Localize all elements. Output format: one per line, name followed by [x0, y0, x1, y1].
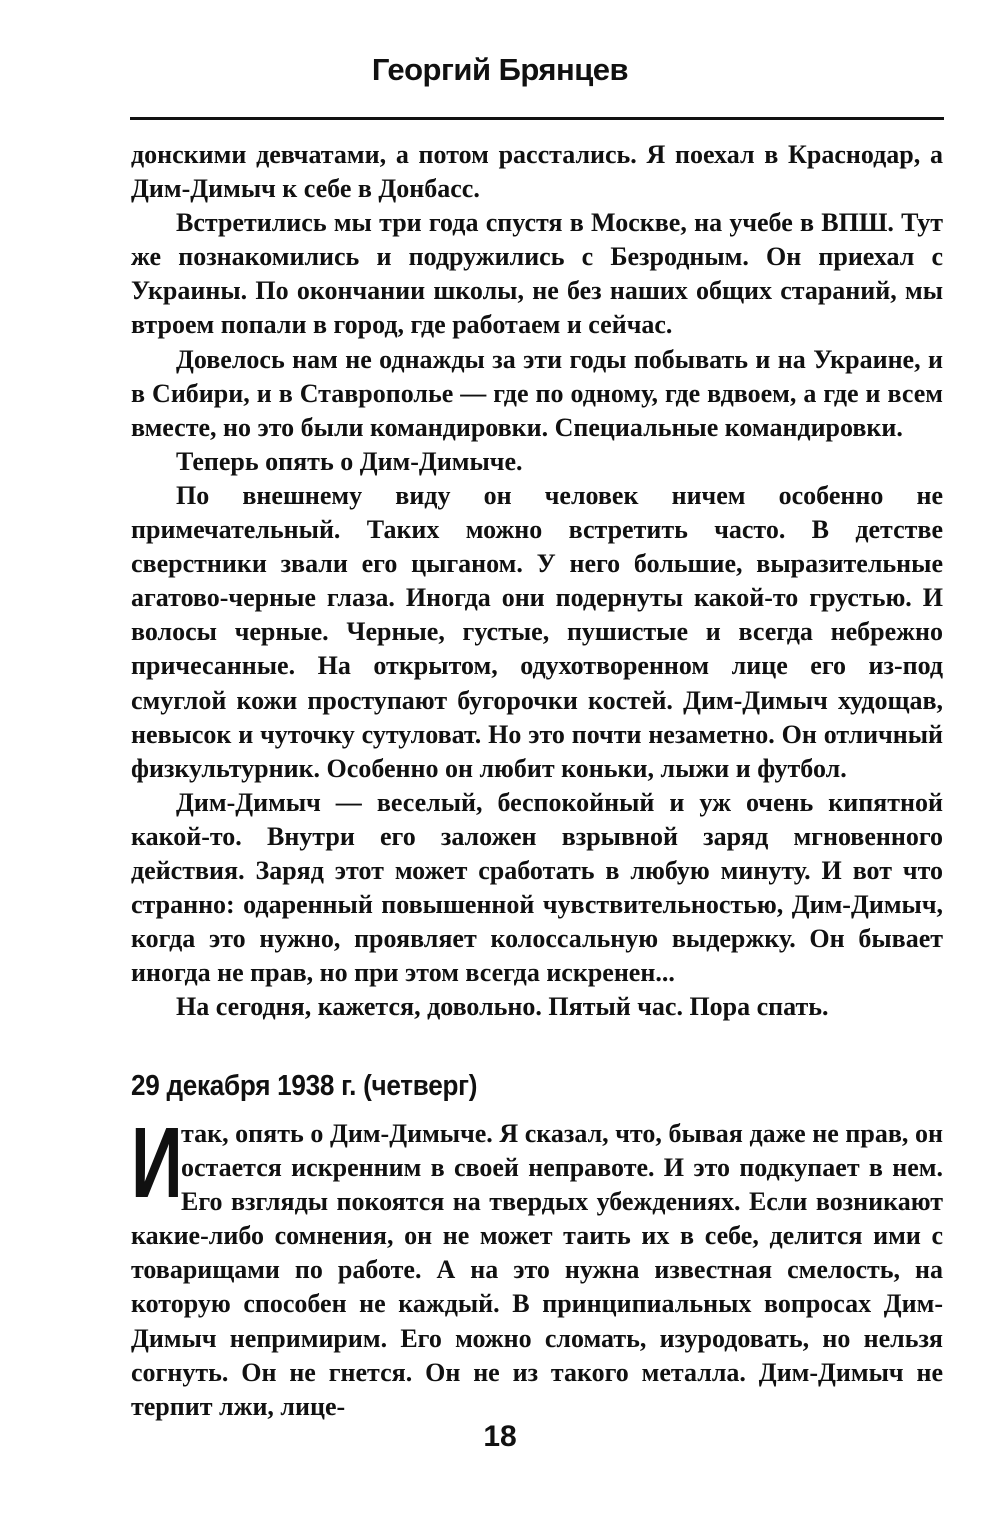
paragraph: Дим-Димыч — веселый, беспокойный и уж очень кипятной какой-то. Внутри его заложен взрывной заряд мгновенного действия. Заряд этот может сработать в любую минуту. И вот что странно: одаренный повышенной чувствительностью, Дим-Димыч, когда это нужно, проявляет колоссальную выдержку. Он бывает иногда не прав, но при этом всегда искренен... [131, 787, 943, 988]
header-rule [130, 117, 944, 120]
paragraph: Довелось нам не однажды за эти годы побывать и на Украине, и в Сибири, и в Ставрополье — где по одному, где вдвоем, а где и всем вместе, но это были командировки. Специальные командировки. [131, 344, 943, 442]
paragraph: Встретились мы три года спустя в Москве, на учебе в ВПШ. Тут же познакомились и подружились с Безродным. Он приехал с Украины. По окончании школы, не без наших общих стараний, мы втроем попали в город, где работаем и сейчас. [131, 208, 943, 340]
entry-paragraph-text: так, опять о Дим-Димыче. Я сказал, что, бывая даже не прав, он остается искренним в своей неправоте. И это подкупает в нем. Его взгляды покоятся на твердых убеждениях. Если возникают какие-либо сомнения, он не может таить их в себе, делится ими с товарищами по работе. А на это нужна известная смелость, на которую способен не каждый. В принципиальных вопросах Дим-Димыч непримирим. Его можно сломать, изуродовать, но нельзя согнуть. Он не гнется. Он не из такого металла. Дим-Димыч не терпит лжи, лице- [131, 1119, 943, 1421]
entry-date-heading: 29 декабря 1938 г. (четверг) [131, 1070, 478, 1102]
paragraph-continued: донскими девчатами, а потом расстались. Я поехал в Краснодар, а Дим-Димыч к себе в Донбасс. [131, 140, 943, 204]
paragraph: На сегодня, кажется, довольно. Пятый час. Пора спать. [176, 992, 829, 1022]
page-number: 18 [483, 1420, 517, 1453]
running-header-author: Георгий Брянцев [371, 52, 629, 87]
body-text [131, 138, 943, 1024]
paragraph: По внешнему виду он человек ничем особенно не примечательный. Таких можно встретить часто. В детстве сверстники звали его цыганом. У него большие, выразительные агатово-черные глаза. Иногда они подернуты какой-то грустью. И волосы черные. Черные, густые, пушистые и всегда небрежно причесанные. На открытом, одухотворенном лице его из-под смуглой кожи проступают бугорочки костей. Дим-Димыч худощав, невысок и чуточку сутуловат. Но это почти незаметно. Он отличный физкультурник. Особенно он любит коньки, лыжи и футбол. [131, 480, 943, 783]
entry-paragraph [131, 1107, 943, 1424]
diary-entry [131, 1070, 943, 1424]
paragraph: Теперь опять о Дим-Димыче. [176, 446, 523, 476]
drop-cap-letter: И [131, 1107, 183, 1219]
